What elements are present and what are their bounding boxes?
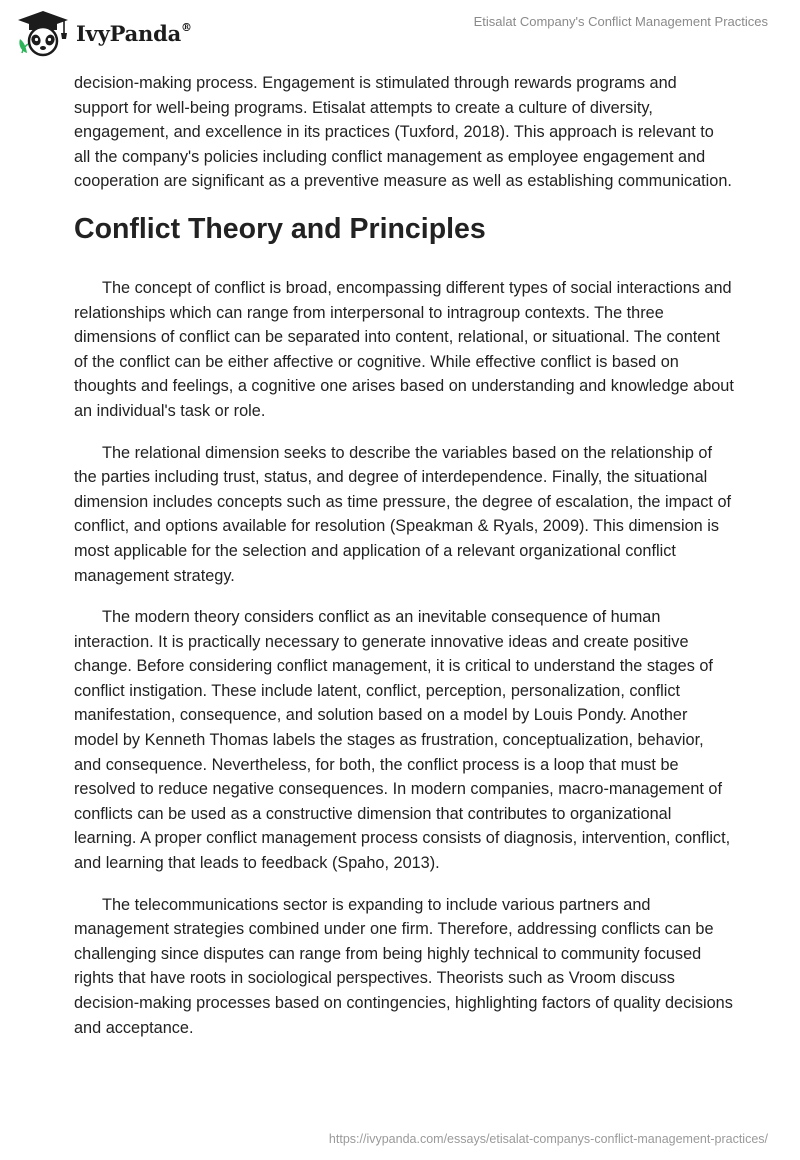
- section-heading: Conflict Theory and Principles: [74, 212, 486, 245]
- intro-paragraph: decision-making process. Engagement is stimulated through rewards programs and support for well-being programs. Etisalat attempts to create a culture of diversity, engagement, and excellence in its practices (Tuxford, 2018). This approach is relevant to all the company's policies including conflict management as employee engagement and cooperation are significant as a preventive measure as well as establishing communication.: [74, 74, 732, 191]
- document-title: Etisalat Company's Conflict Management Practices: [473, 14, 768, 29]
- page-header: [0, 0, 800, 60]
- body-paragraph: The modern theory considers conflict as an inevitable consequence of human interaction. It is practically necessary to generate innovative ideas and create positive change. Before considering conflict management, it is critical to understand the stages of conflict instigation. These include latent, conflict, perception, personalization, conflict manifestation, consequence, and solution based on a model by Louis Pondy. Another model by Kenneth Thomas labels the stages as frustration, conceptualization, behavior, and consequence. Nevertheless, for both, the conflict process is a loop that must be resolved to reduce negative consequences. In modern companies, macro-management of conflicts can be used as a constructive dimension that contributes to organizational learning. A proper conflict management process consists of diagnosis, intervention, conflict, and learning that leads to feedback (Spaho, 2013).: [74, 608, 731, 873]
- body-paragraph: The concept of conflict is broad, encompassing different types of social interactions and relationships which can range from interpersonal to intragroup contexts. The three dimensions of conflict can be separated into content, relational, or situational. The content of the conflict can be either affective or cognitive. While effective conflict is based on thoughts and feelings, a cognitive one arises based on understanding and knowledge about an individual's task or role.: [74, 278, 734, 420]
- panda-logo-icon: [14, 9, 72, 57]
- essay-body: [74, 71, 734, 1057]
- ivypanda-logo[interactable]: [14, 9, 192, 57]
- source-url-link[interactable]: https://ivypanda.com/essays/etisalat-companys-conflict-management-practices/: [328, 1132, 768, 1146]
- brand-name: IvyPanda®: [76, 20, 192, 46]
- registered-mark: ®: [181, 20, 192, 34]
- body-paragraph: The telecommunications sector is expanding to include various partners and management strategies combined under one firm. Therefore, addressing conflicts can be challenging since disputes can range from being highly technical to community focused rights that have roots in sociological perspectives. Theorists such as Vroom discuss decision-making processes based on contingencies, highlighting factors of quality decisions and acceptance.: [74, 895, 733, 1037]
- body-paragraph: The relational dimension seeks to describe the variables based on the relationship of the parties including trust, status, and degree of interdependence. Finally, the situational dimension includes concepts such as time pressure, the degree of escalation, the impact of conflict, and options available for resolution (Speakman & Ryals, 2009). This dimension is most applicable for the selection and application of a relevant organizational conflict management strategy.: [74, 443, 732, 585]
